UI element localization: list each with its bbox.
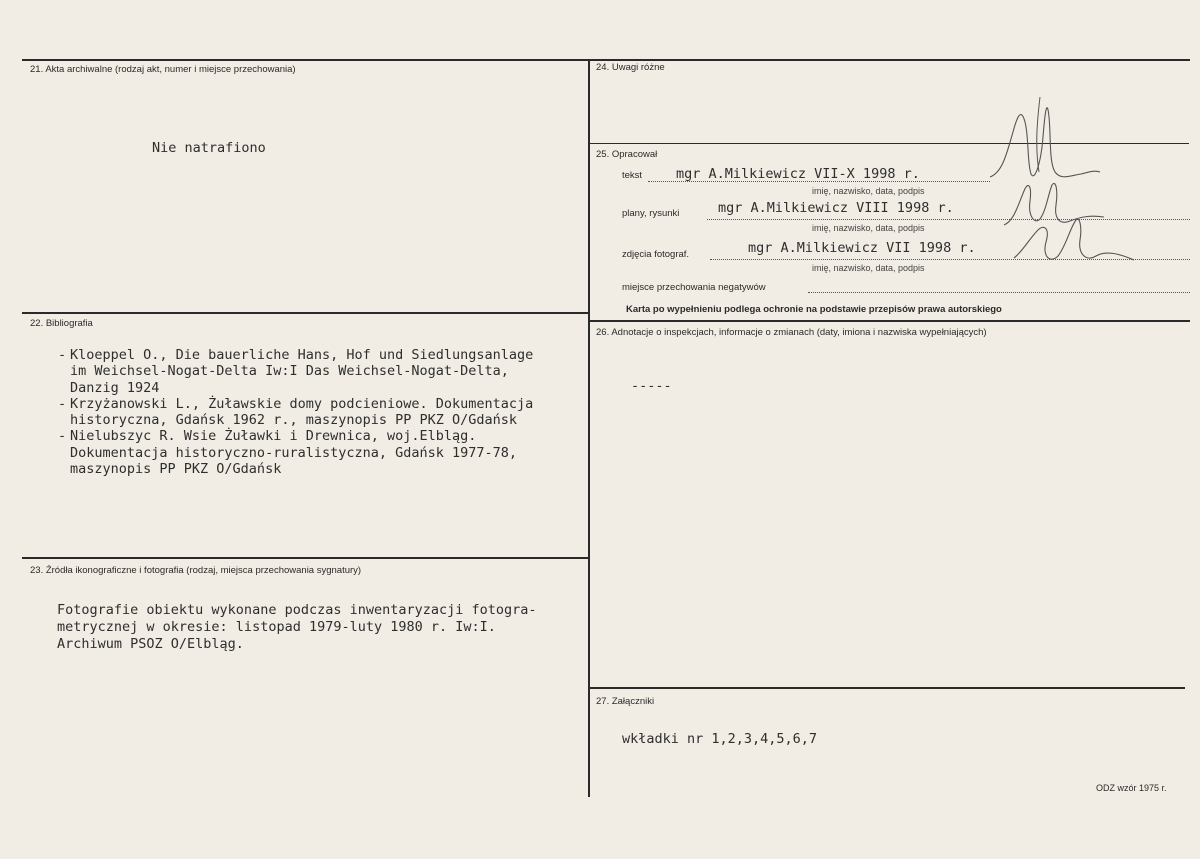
sec26-label: 26. Adnotacje o inspekcjach, informacje o zmianach (daty, imiona i nazwiska wypełniających) [596, 327, 987, 338]
bibliography-list [58, 347, 533, 477]
left-rule-23 [22, 557, 589, 559]
sec25-label: 25. Opracował [596, 149, 658, 160]
tekst-value: mgr A.Milkiewicz VII-X 1998 r. [676, 166, 920, 182]
bibliography-line: im Weichsel-Nogat-Delta Iw:I Das Weichsel-Nogat-Delta, [70, 363, 509, 380]
bibliography-item [58, 428, 533, 477]
bibliography-item [58, 396, 533, 429]
sec21-label: 21. Akta archiwalne (rodzaj akt, numer i miejsce przechowania) [30, 64, 296, 75]
sec23-line-3: Archiwum PSOZ O/Elbląg. [57, 636, 244, 652]
sec21-value: Nie natrafiono [152, 140, 266, 156]
bibliography-line: Danzig 1924 [70, 379, 160, 396]
copyright-note: Karta po wypełnieniu podlega ochronie na podstawie przepisów prawa autorskiego [626, 304, 1002, 315]
sec26-value: ----- [631, 378, 672, 394]
bibliography-item [58, 347, 533, 396]
form-identifier: ODZ wzór 1975 r. [1096, 783, 1167, 793]
sec23-label: 23. Źródła ikonograficzne i fotografia (rodzaj, miejsca przechowania sygnatury) [30, 565, 362, 576]
sec27-label: 27. Załączniki [596, 696, 655, 707]
plany-caption: imię, nazwisko, data, podpis [812, 223, 925, 233]
right-rule-26 [589, 320, 1190, 322]
bibliography-line: Nielubszyc R. Wsie Żuławki i Drewnica, woj.Elbląg. [70, 428, 477, 445]
sec22-label: 22. Bibliografia [30, 318, 93, 329]
sec24-label: 24. Uwagi różne [596, 62, 665, 73]
right-rule-27 [589, 687, 1185, 689]
signature-zdjecia [1010, 210, 1140, 270]
tekst-caption: imię, nazwisko, data, podpis [812, 186, 925, 196]
plany-label: plany, rysunki [622, 208, 680, 219]
bibliography-line: maszynopis PP PKZ O/Gdańsk [70, 461, 282, 478]
bibliography-line: Kloeppel O., Die bauerliche Hans, Hof und Siedlungsanlage [70, 347, 534, 363]
zdjecia-value: mgr A.Milkiewicz VII 1998 r. [748, 240, 976, 256]
zdjecia-caption: imię, nazwisko, data, podpis [812, 263, 925, 273]
sec23-line-1: Fotografie obiektu wykonane podczas inwentaryzacji fotogra- [57, 602, 537, 618]
bibliography-line: historyczna, Gdańsk 1962 r., maszynopis PP PKZ O/Gdańsk [70, 412, 518, 429]
top-horizontal-rule [22, 59, 1190, 61]
list-dash: - [58, 347, 67, 363]
negatywy-dotted-line [808, 292, 1190, 293]
zdjecia-label: zdjęcia fotograf. [622, 249, 690, 260]
plany-value: mgr A.Milkiewicz VIII 1998 r. [718, 200, 954, 216]
sec23-line-2: metrycznej w okresie: listopad 1979-luty 1980 r. Iw:I. [57, 619, 496, 635]
sec27-value: wkładki nr 1,2,3,4,5,6,7 [622, 731, 818, 747]
list-dash: - [58, 395, 67, 412]
tekst-label: tekst [622, 170, 643, 181]
bibliography-line: Krzyżanowski L., Żuławskie domy podcieniowe. Dokumentacja [70, 395, 534, 412]
list-dash: - [58, 428, 67, 445]
negatywy-label: miejsce przechowania negatywów [622, 282, 766, 293]
bibliography-line: Dokumentacja historyczno-ruralistyczna, Gdańsk 1977-78, [70, 444, 518, 461]
left-rule-22 [22, 312, 589, 314]
